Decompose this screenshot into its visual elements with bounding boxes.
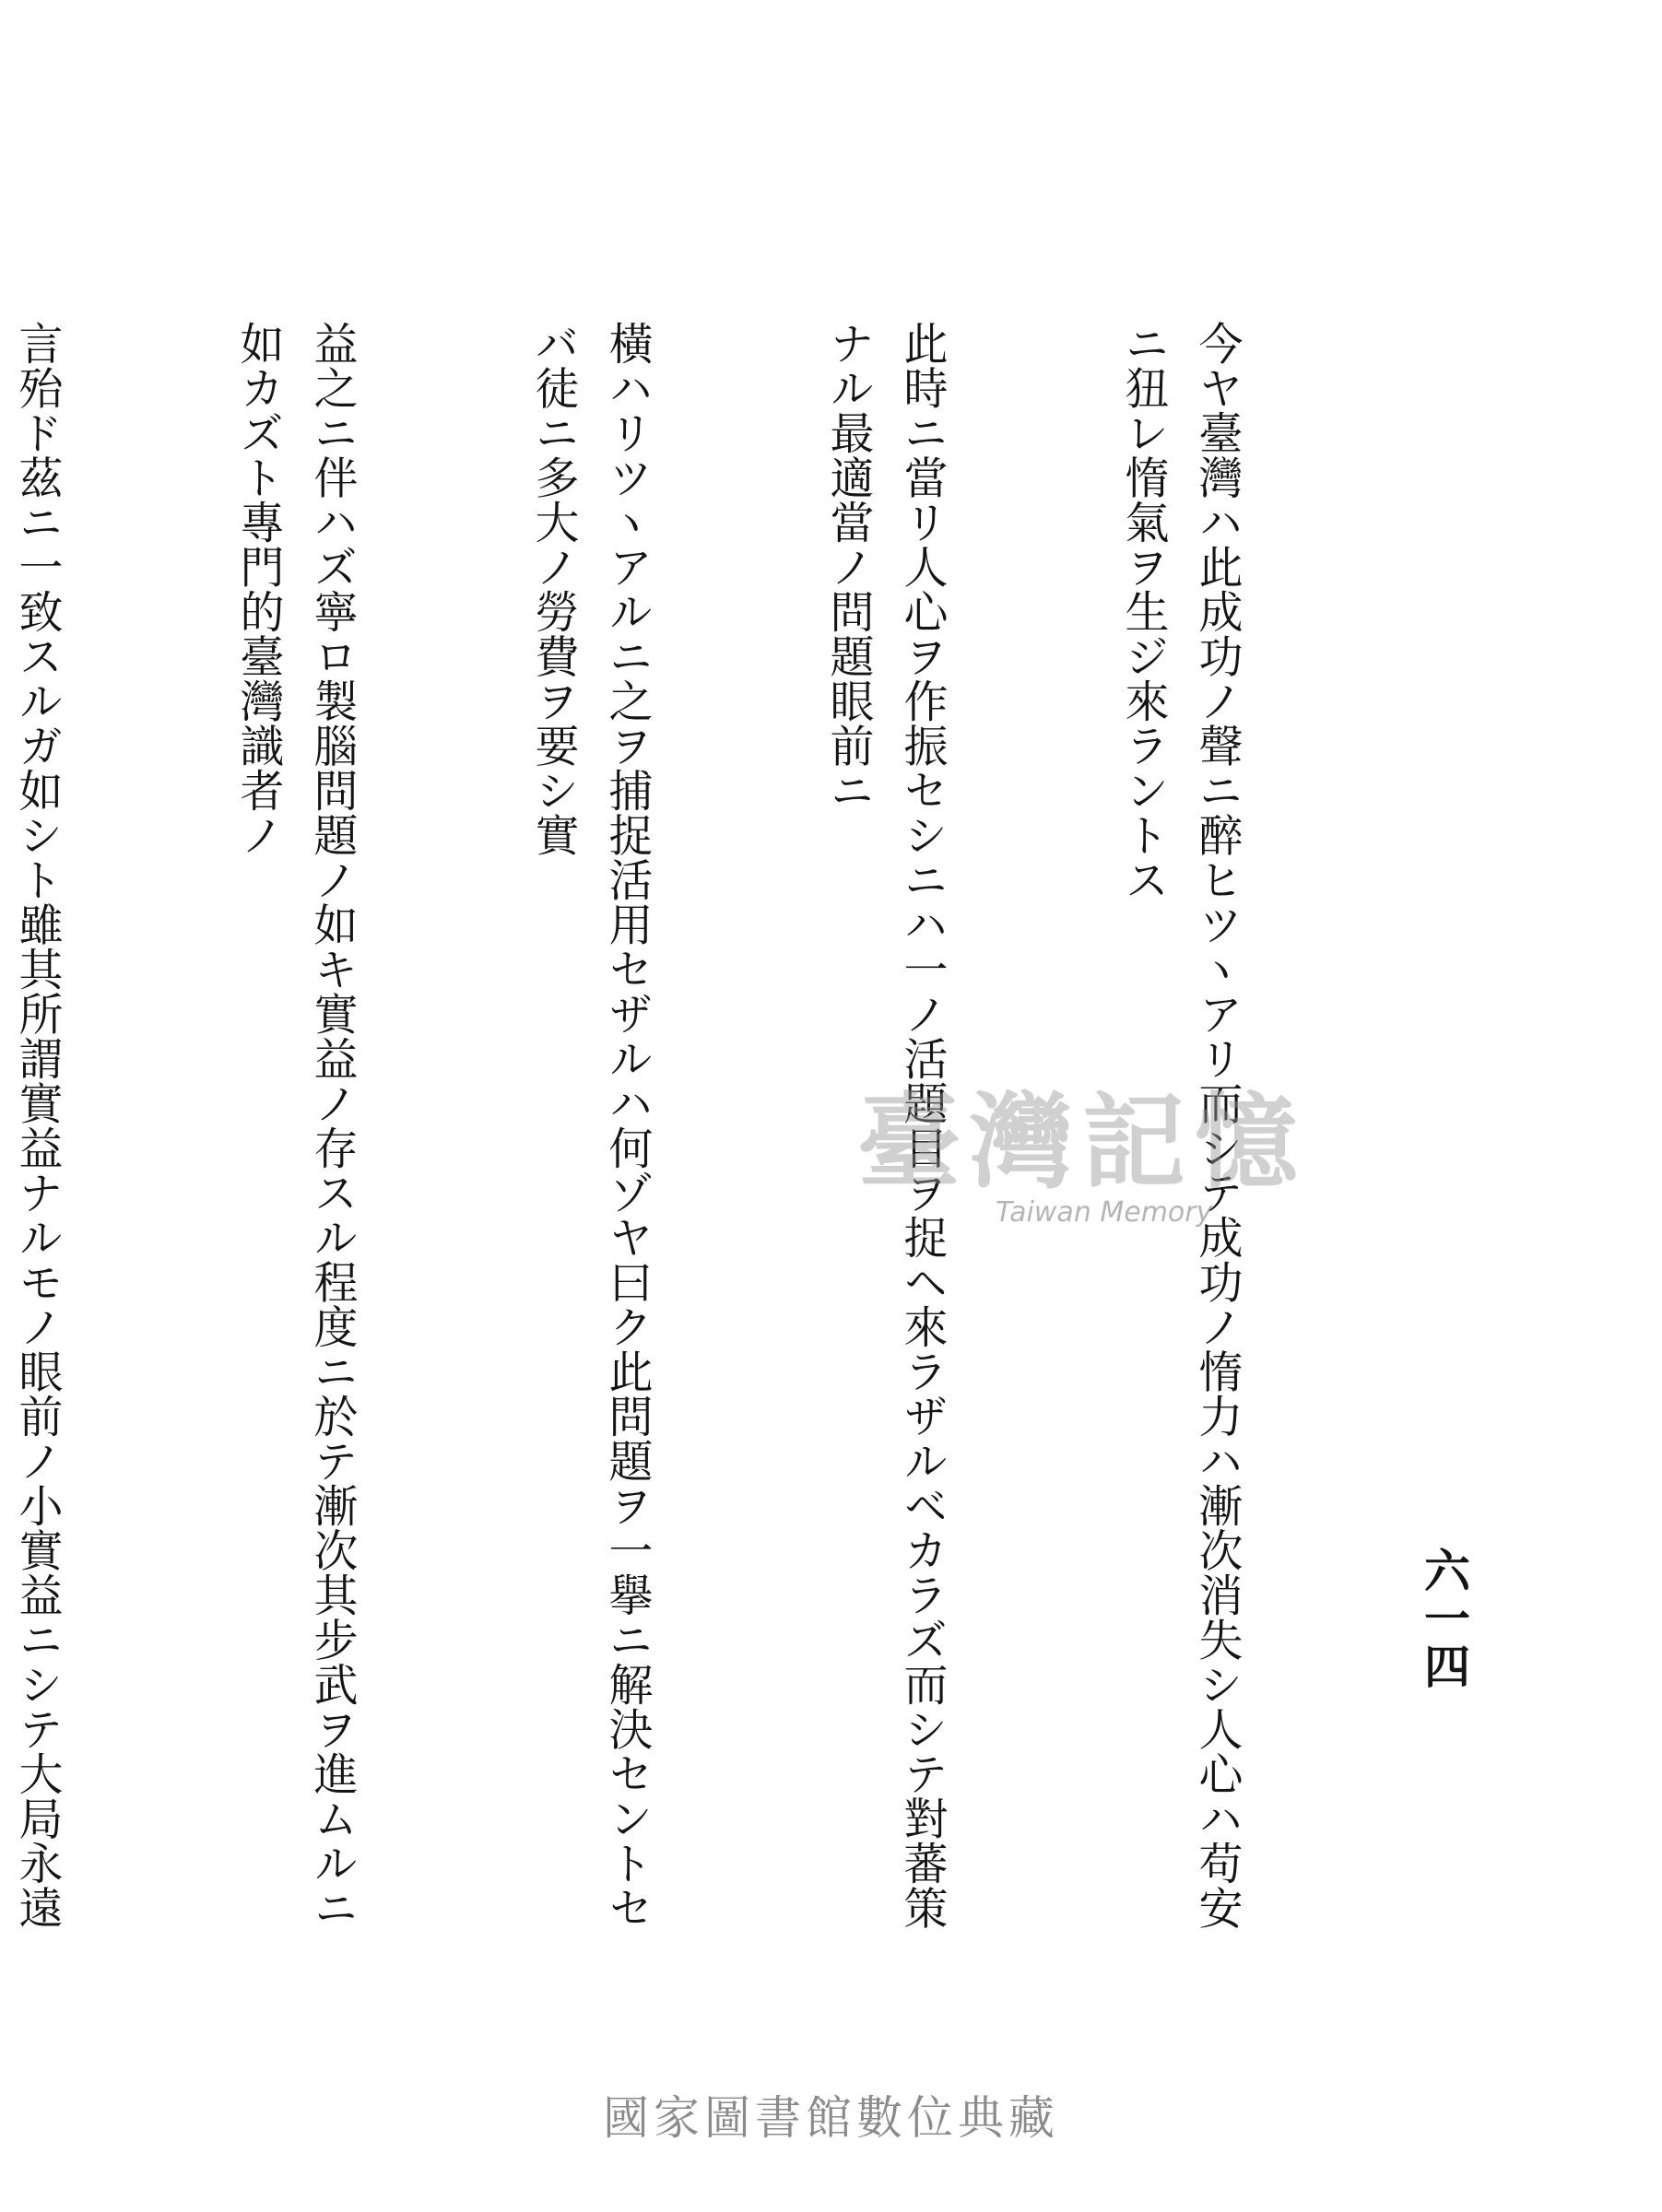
taiwan-memory-watermark [857,1082,1307,1235]
footer-caption: 國家圖書館數位典藏 [603,2091,1059,2145]
text-line: 此時ニ當リ人心ヲ作振セシニハ一ノ活題目ヲ捉ヘ來ラザルベカラズ而シテ對蕃策ナル最適當ノ問題眼前ニ [822,321,948,1930]
text-line: 益之ニ伴ハズ寧ロ製腦問題ノ如キ實益ノ存スル程度ニ於テ漸次其步武ヲ進ムルニ如カズト專門的臺灣識者ノ [232,321,358,1930]
watermark-subtitle: Taiwan Memory [996,1196,1213,1229]
text-line: 言殆ド茲ニ一致スルガ如シト雖其所謂實益ナルモノ眼前ノ小實益ニシテ大局永遠 [11,321,63,1930]
watermark-chars: 臺灣記憶 [857,1082,1307,1203]
page-number: 六一四 [1417,1547,1471,1690]
text-line: 今ヤ臺灣ハ此成功ノ聲ニ醉ヒツヽアリ而シテ成功ノ惰力ハ漸次消失シ人心ハ苟安ニ狃レ惰氣ヲ生ジ來ラントス [1117,321,1243,1930]
text-line: 橫ハリツヽアルニ之ヲ捕捉活用セザルハ何ゾヤ曰ク此問題ヲ一擧ニ解決セントセバ徒ニ多大ノ勞費ヲ要シ實 [527,321,653,1930]
